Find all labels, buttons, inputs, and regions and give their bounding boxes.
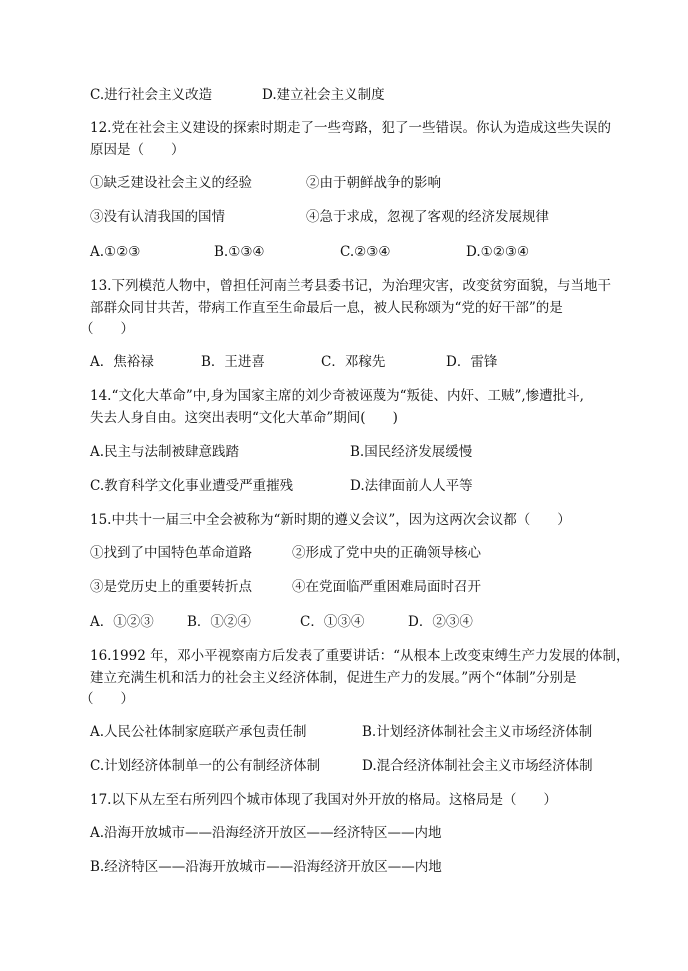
q11-option-c: C.进行社会主义改造 <box>90 87 213 103</box>
q12-option-c: C.②③④ <box>340 244 391 260</box>
q16-option-b: B.计划经济体制社会主义市场经济体制 <box>362 724 593 740</box>
q14-option-c: C.教育科学文化事业遭受严重摧残 <box>90 478 294 494</box>
q11-option-d: D.建立社会主义制度 <box>262 87 385 103</box>
q14-option-b: B.国民经济发展缓慢 <box>350 444 473 460</box>
q13-stem-line1: 13.下列模范人物中，曾担任河南兰考县委书记，为治理灾害，改变贫穷面貌，与当地干 <box>90 278 611 294</box>
q12-stem-line1: 12.党在社会主义建设的探索时期走了一些弯路，犯了一些错误。你认为造成这些失误的 <box>90 120 611 136</box>
q16-option-d: D.混合经济体制社会主义市场经济体制 <box>362 758 593 774</box>
q15-statement-3: ③是党历史上的重要转折点 <box>90 579 252 595</box>
q16-stem-line1: 16.1992 年，邓小平视察南方后发表了重要讲话：“从根本上改变束缚生产力发展的体制， <box>90 648 630 664</box>
q12-statement-3: ③没有认清我国的国情 <box>90 209 225 225</box>
q17-stem-line1: 17.以下从左至右所列四个城市体现了我国对外开放的格局。这格局是（ ） <box>90 792 557 808</box>
q16-option-c: C.计划经济体制单一的公有制经济体制 <box>90 758 321 774</box>
q16-option-a: A.人民公社体制家庭联产承包责任制 <box>90 724 307 740</box>
q13-option-a: A．焦裕禄 <box>90 354 154 370</box>
q16-stem-line2: 建立充满生机和活力的社会主义经济体制，促进生产力的发展。”两个“体制”分别是 <box>90 670 577 686</box>
q13-option-c: C．邓稼先 <box>321 354 386 370</box>
q15-statement-4: ④在党面临严重困难局面时召开 <box>292 579 481 595</box>
q13-stem-line3: （ ） <box>80 321 134 337</box>
q14-stem-line1: 14.“文化大革命”中,身为国家主席的刘少奇被诬蔑为“叛徒、内奸、工贼”,惨遭批斗, <box>90 388 584 404</box>
q12-option-b: B.①③④ <box>214 244 265 260</box>
q15-option-a: A．①②③ <box>90 614 154 630</box>
q15-option-b: B．①②④ <box>187 614 251 630</box>
q13-stem-line2: 部群众同甘共苦，带病工作直至生命最后一息，被人民称颂为“党的好干部”的是 <box>90 300 563 316</box>
q12-option-d: D.①②③④ <box>466 244 530 260</box>
q15-stem-line1: 15.中共十一届三中全会被称为“新时期的遵义会议”，因为这两次会议都（ ） <box>90 512 571 528</box>
q15-option-c: C．①③④ <box>300 614 365 630</box>
q15-statement-2: ②形成了党中央的正确领导核心 <box>292 545 481 561</box>
q12-option-a: A.①②③ <box>90 244 141 260</box>
q12-statement-4: ④急于求成，忽视了客观的经济发展规律 <box>306 209 549 225</box>
q13-option-b: B．王进喜 <box>201 354 265 370</box>
q12-statement-1: ①缺乏建设社会主义的经验 <box>90 175 252 191</box>
q16-stem-line3: （ ） <box>80 691 134 707</box>
q14-option-a: A.民主与法制被肆意践踏 <box>90 444 240 460</box>
q17-option-a: A.沿海开放城市——沿海经济开放区——经济特区——内地 <box>90 825 442 841</box>
q12-stem-line2: 原因是（ ） <box>90 142 185 158</box>
q17-option-b: B.经济特区——沿海开放城市——沿海经济开放区——内地 <box>90 859 442 875</box>
q15-statement-1: ①找到了中国特色革命道路 <box>90 545 252 561</box>
q15-option-d: D．②③④ <box>408 614 473 630</box>
q14-stem-line2: 失去人身自由。这突出表明“文化大革命”期间( ) <box>90 410 398 426</box>
q12-statement-2: ②由于朝鲜战争的影响 <box>306 175 441 191</box>
q14-option-d: D.法律面前人人平等 <box>350 478 473 494</box>
q13-option-d: D．雷锋 <box>446 354 498 370</box>
